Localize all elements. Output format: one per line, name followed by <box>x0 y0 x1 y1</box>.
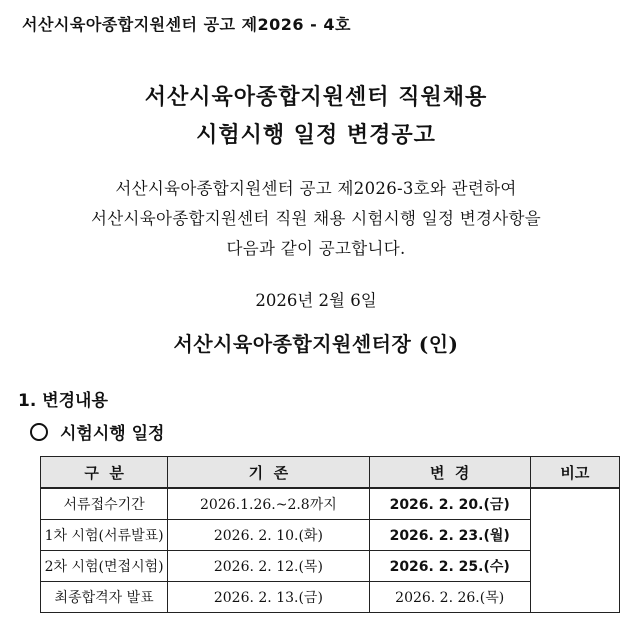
intro-line2: 서산시육아종합지원센터 직원 채용 시험시행 일정 변경사항을 <box>91 209 541 228</box>
subsection-heading <box>30 419 164 444</box>
subsection-label: 시험시행 일정 <box>60 424 165 444</box>
row-note <box>530 488 619 613</box>
page-title-line2: 시험시행 일정 변경공고 <box>196 122 436 148</box>
row-before: 2026. 2. 13.(금) <box>168 582 369 613</box>
intro-line3: 다음과 같이 공고합니다. <box>226 239 406 258</box>
section-heading: 1. 변경내용 <box>18 391 108 411</box>
notice-date: 2026년 2월 6일 <box>255 291 377 310</box>
table-header-row <box>41 457 620 489</box>
signer: 서산시육아종합지원센터장 (인) <box>173 332 459 356</box>
row-category: 2차 시험(면접시험) <box>41 551 168 582</box>
header-before: 기 존 <box>168 457 369 489</box>
row-before: 2026. 2. 12.(목) <box>168 551 369 582</box>
row-after: 2026. 2. 20.(금) <box>369 488 530 520</box>
row-category: 서류접수기간 <box>41 488 168 520</box>
schedule-table <box>40 456 620 613</box>
header-after: 변 경 <box>369 457 530 489</box>
circle-bullet-icon <box>30 423 48 441</box>
header-note: 비고 <box>530 457 619 489</box>
table-row <box>41 488 620 520</box>
row-category: 최종합격자 발표 <box>41 582 168 613</box>
row-before: 2026.1.26.~2.8까지 <box>168 488 369 520</box>
intro-paragraph <box>0 174 632 264</box>
row-after: 2026. 2. 25.(수) <box>369 551 530 582</box>
intro-line1: 서산시육아종합지원센터 공고 제2026-3호와 관련하여 <box>115 179 517 198</box>
row-after: 2026. 2. 26.(목) <box>369 582 530 613</box>
notice-reference: 서산시육아종합지원센터 공고 제2026 - 4호 <box>22 15 351 34</box>
row-after: 2026. 2. 23.(월) <box>369 520 530 551</box>
page-title-line1: 서산시육아종합지원센터 직원채용 <box>144 84 488 110</box>
row-before: 2026. 2. 10.(화) <box>168 520 369 551</box>
row-category: 1차 시험(서류발표) <box>41 520 168 551</box>
header-category: 구 분 <box>41 457 168 489</box>
